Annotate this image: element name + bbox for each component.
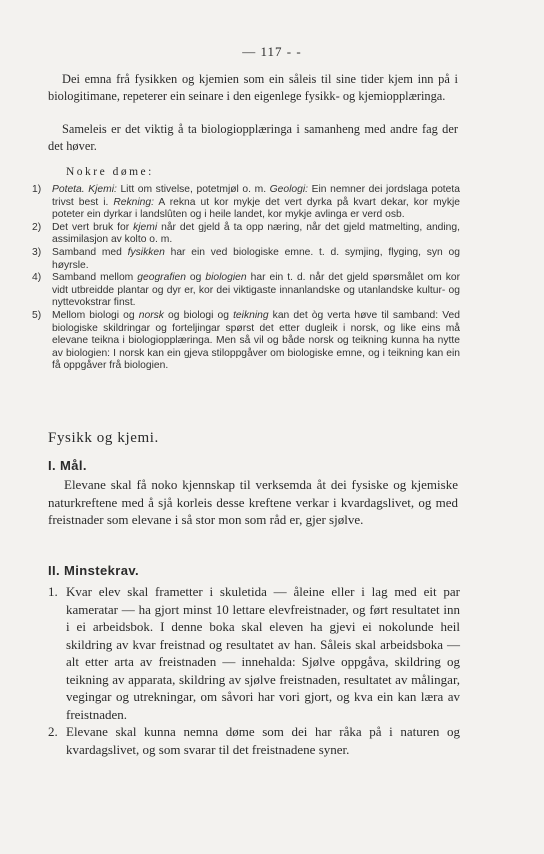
minstekrav-item xyxy=(48,723,460,758)
plain-text: har ein t. d. når det gjeld spørsmålet om kor vidt utbreidde plantar og dyr er, kor dei viktigaste innanlandske og utanlandske kultur- og nyttevokstrar finst. xyxy=(52,272,460,309)
example-text xyxy=(52,184,460,222)
example-item xyxy=(32,247,460,272)
minstekrav-text: Kvar elev skal frametter i skuletida — åleine eller i lag med eit par kameratar — ha gjort minst 10 lettare elevfreistnader, og ført resultatet inn i ei arbeidsbok. I denne boka skal eleven ha gjevi ei nokolunde heil skildring av kvar freistnad og resultatet av han. Såleis skal arbeidsboka — alt etter arta av freistnaden — innehalda: Sjølve oppgåva, skildring og teikning av apparata, skildring av sjølve freistnaden, resultatet av målingar, vegingar og utrekningar, om såvori har vori gjort, og kva ein kan læra av freistnaden. xyxy=(66,584,460,722)
plain-text: når det gjeld å ta opp næring, når det gjeld matmelting, anding, assimilasjon av kolto o. m. xyxy=(52,221,460,246)
minstekrav-list xyxy=(48,583,460,758)
example-item xyxy=(32,272,460,310)
emphasis-text: Geologi: xyxy=(269,184,309,195)
plain-text: Mellom biologi og xyxy=(52,309,139,321)
section-title: Fysikk og kjemi. xyxy=(48,430,159,446)
example-item xyxy=(32,222,460,247)
plain-text: har ein ved biologiske emne. t. d. symjing, flyging, syn og høyrsle. xyxy=(52,246,460,271)
emphasis-text: fysikken xyxy=(127,246,165,258)
example-item xyxy=(32,310,460,373)
emphasis-text: Rekning: xyxy=(113,196,154,208)
example-text xyxy=(52,247,460,272)
example-text xyxy=(52,310,460,373)
examples-heading: Nokre døme: xyxy=(66,166,154,178)
example-text xyxy=(52,222,460,247)
plain-text: Ein nemner dei jordslaga poteta trivst best i. xyxy=(52,184,460,208)
maal-heading: I. Mål. xyxy=(48,458,87,473)
example-number: 4) xyxy=(32,272,42,284)
intro-paragraph-1 xyxy=(48,71,458,104)
minstekrav-item xyxy=(48,583,460,723)
intro-paragraph-2 xyxy=(48,121,458,154)
minstekrav-heading: II. Minstekrav. xyxy=(48,563,140,578)
minstekrav-number: 2. xyxy=(48,724,58,739)
plain-text: Samband mellom xyxy=(52,272,138,284)
example-item xyxy=(32,184,460,222)
emphasis-text: biologien xyxy=(205,272,247,284)
emphasis-text: geografien xyxy=(137,272,186,284)
emphasis-text: Poteta. Kjemi: xyxy=(52,184,117,195)
plain-text: A rekna ut kor mykje det vert dyrka på kvart dekar, kor mykje poteter ein dyrkar i landslûten og i heile landet, kor mykje avlinga er verd osb. xyxy=(52,196,460,221)
emphasis-text: teikning xyxy=(233,309,269,321)
example-number: 1) xyxy=(32,184,42,195)
intro-text-2: Sameleis er det viktig å ta biologiopplæringa i samanheng med andre fag der det høver. xyxy=(48,122,458,153)
plain-text: og biologi og xyxy=(163,309,234,321)
example-number: 5) xyxy=(32,309,42,321)
plain-text: og xyxy=(185,272,206,284)
intro-text-1: Dei emna frå fysikken og kjemien som ein såleis til sine tider kjem inn på i biologitimane, repeterer ein seinare i den eigenlege fysikk- og kjemiopplæringa. xyxy=(48,72,458,103)
example-text xyxy=(52,272,460,310)
page-number: — 117 - - xyxy=(242,44,302,59)
examples-list xyxy=(32,184,460,373)
example-number: 2) xyxy=(32,221,42,233)
plain-text: Samband med xyxy=(52,246,128,258)
plain-text: kan det òg verta høve til samband: Ved biologiske skildringar og forteljingar spørst det etter dugleik i norsk, og like eins må elevane teikna i biologiopplæringa. Men så vil og både norsk og teikning kunna ha nytte av biologien: I norsk kan ein gjeva stiloppgåver om biologiske emne, og i teikning kan ein få oppgåver frå biologien. xyxy=(52,309,461,372)
plain-text: Det vert bruk for xyxy=(52,221,134,233)
minstekrav-number: 1. xyxy=(48,584,58,599)
emphasis-text: kjemi xyxy=(133,221,158,233)
plain-text: Litt om stivelse, potetmjøl o. m. xyxy=(116,184,270,195)
minstekrav-text: Elevane skal kunna nemna døme som dei har råka på i naturen og kvardagslivet, og som svarar til det freistnadene syner. xyxy=(66,724,460,757)
maal-text: Elevane skal få noko kjennskap til verksemda åt dei fysiske og kjemiske naturkreftene med å sjå korleis desse kreftene verkar i kvardagslivet, og med freistnader som elevane i så stor mon som råd er, gjer sjølve. xyxy=(48,477,458,527)
emphasis-text: norsk xyxy=(138,309,164,321)
example-number: 3) xyxy=(32,246,42,258)
